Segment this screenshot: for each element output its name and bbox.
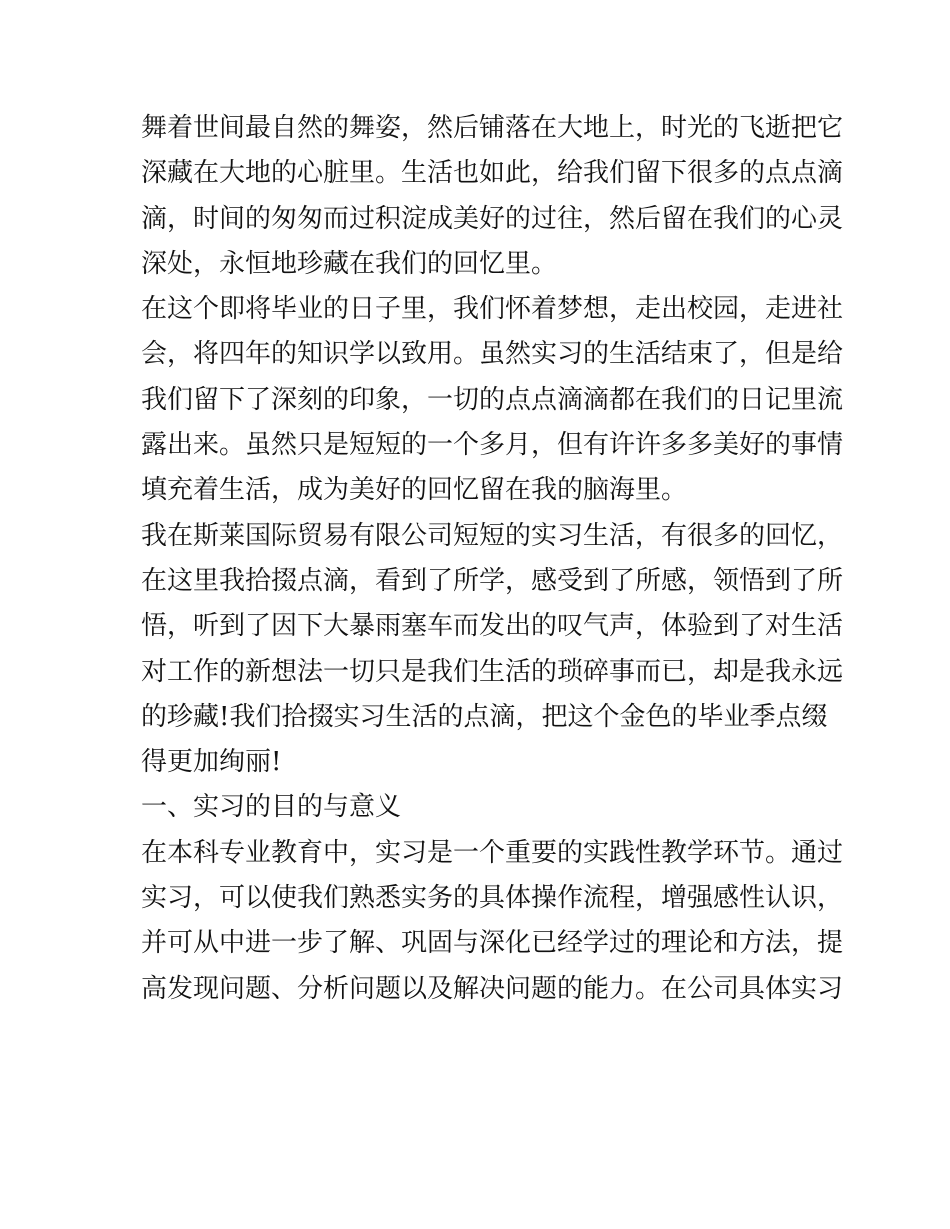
text-line: 滴，时间的匆匆而过积淀成美好的过往，然后留在我们的心灵 <box>141 203 844 234</box>
text-line: 的珍藏!我们拾掇实习生活的点滴，把这个金色的毕业季点缀 <box>141 701 828 732</box>
text-line: 我在斯莱国际贸易有限公司短短的实习生活，有很多的回忆， <box>141 520 844 551</box>
text-line: 深藏在大地的心脏里。生活也如此，给我们留下很多的点点滴 <box>141 158 844 189</box>
text-line: 舞着世间最自然的舞姿，然后铺落在大地上，时光的飞逝把它 <box>141 113 844 143</box>
text-line: 并可从中进一步了解、巩固与深化已经学过的理论和方法，提 <box>141 928 844 959</box>
text-line: 实习，可以使我们熟悉实务的具体操作流程，增强感性认识， <box>141 883 844 914</box>
text-line: 在这里我拾掇点滴，看到了所学，感受到了所感，领悟到了所 <box>141 565 844 596</box>
text-line: 在本科专业教育中，实习是一个重要的实践性教学环节。通过 <box>141 837 844 868</box>
text-line: 露出来。虽然只是短短的一个多月，但有许许多多美好的事情 <box>141 430 844 461</box>
body-text <box>141 106 844 1012</box>
text-line: 得更加绚丽! <box>141 747 282 778</box>
text-line: 悟，听到了因下大暴雨塞车而发出的叹气声，体验到了对生活 <box>141 611 844 642</box>
text-line: 在这个即将毕业的日子里，我们怀着梦想，走出校园，走进社 <box>141 294 844 325</box>
text-line: 会，将四年的知识学以致用。虽然实习的生活结束了，但是给 <box>141 339 844 370</box>
text-line: 我们留下了深刻的印象，一切的点点滴滴都在我们的日记里流 <box>141 384 844 415</box>
text-line: 高发现问题、分析问题以及解决问题的能力。在公司具体实习 <box>141 973 844 1004</box>
section-heading: 一、实习的目的与意义 <box>141 792 402 823</box>
text-line: 填充着生活，成为美好的回忆留在我的脑海里。 <box>141 475 688 506</box>
text-line: 对工作的新想法一切只是我们生活的琐碎事而已，却是我永远 <box>141 656 844 687</box>
text-line: 深处，永恒地珍藏在我们的回忆里。 <box>141 248 558 279</box>
